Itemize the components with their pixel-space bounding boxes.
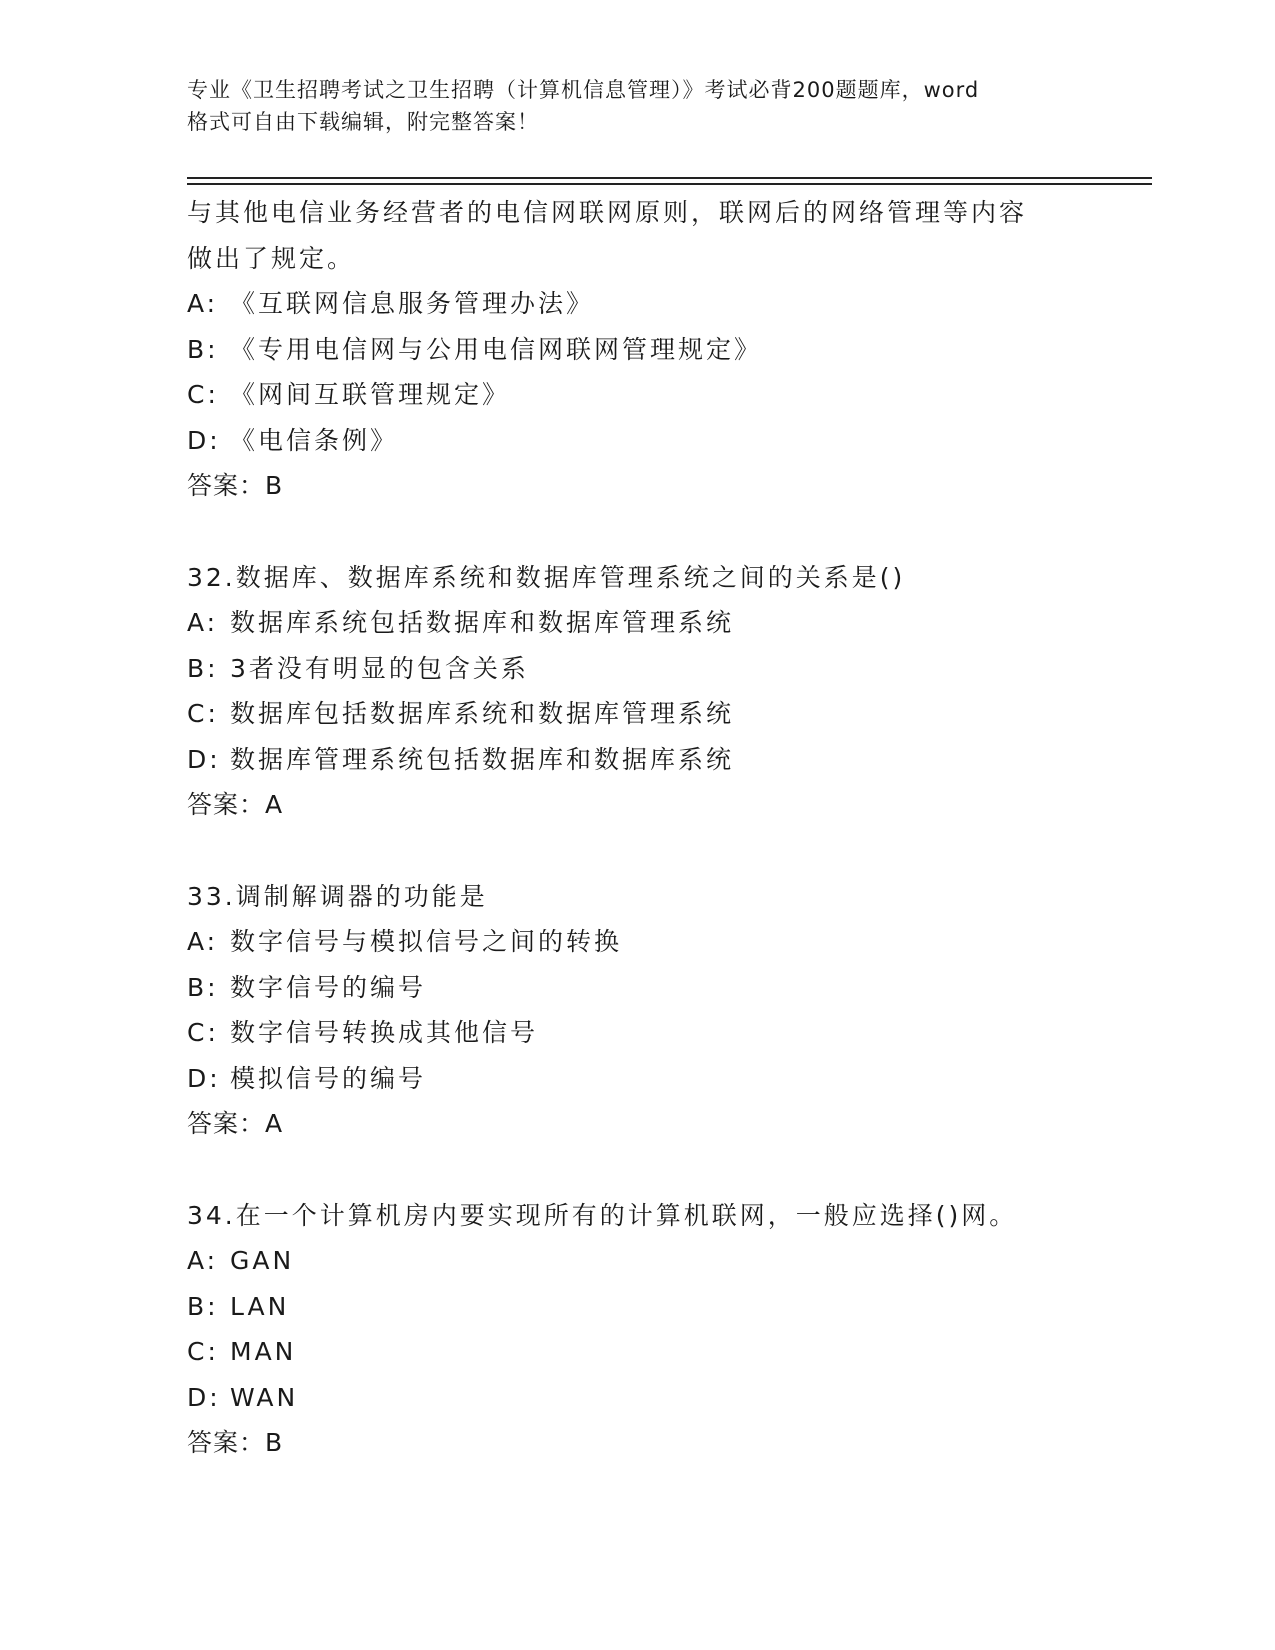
option-a — [187, 919, 1127, 965]
answer-label: 答案：B — [187, 471, 284, 500]
spacer — [187, 828, 1127, 874]
option-b — [187, 646, 1127, 692]
option-text: 数字信号的编号 — [230, 972, 427, 1002]
option-c — [187, 372, 1127, 418]
option-letter: C: — [187, 699, 219, 728]
option-c — [187, 691, 1127, 737]
spacer — [187, 1147, 1127, 1193]
option-text: WAN — [230, 1382, 299, 1412]
option-text: 3者没有明显的包含关系 — [230, 653, 529, 683]
option-letter: A: — [187, 1246, 219, 1275]
answer-label: 答案：B — [187, 1428, 284, 1457]
header-title-line-2: 格式可自由下载编辑，附完整答案！ — [187, 110, 539, 134]
option-c — [187, 1329, 1127, 1375]
document-header — [187, 74, 1107, 138]
option-text: 《专用电信网与公用电信网联网管理规定》 — [230, 334, 763, 364]
option-letter: D: — [187, 744, 221, 774]
option-letter: B: — [187, 972, 219, 1002]
option-letter: B: — [187, 1291, 219, 1321]
question-list — [187, 190, 1127, 1466]
question-text-continued-2: 做出了规定。 — [187, 243, 356, 273]
option-letter: D: — [187, 1063, 221, 1093]
option-d — [187, 737, 1127, 783]
option-text: MAN — [230, 1337, 297, 1366]
option-letter: C: — [187, 1337, 219, 1366]
question-text: 34.在一个计算机房内要实现所有的计算机联网，一般应选择()网。 — [187, 1200, 1018, 1230]
question-text-continued-1: 与其他电信业务经营者的电信网联网原则，联网后的网络管理等内容 — [187, 198, 1028, 227]
answer-label: 答案：A — [187, 790, 284, 819]
option-letter: C: — [187, 380, 219, 409]
option-text: GAN — [230, 1246, 295, 1275]
option-letter: A: — [187, 608, 219, 637]
header-title-line-1: 专业《卫生招聘考试之卫生招聘（计算机信息管理）》考试必背200题题库，word — [187, 78, 980, 102]
option-c — [187, 1010, 1127, 1056]
option-letter: A: — [187, 289, 219, 318]
option-text: 数字信号与模拟信号之间的转换 — [230, 927, 623, 956]
option-text: 《互联网信息服务管理办法》 — [230, 289, 595, 318]
option-letter: D: — [187, 1382, 221, 1412]
option-a — [187, 1238, 1127, 1284]
option-d — [187, 1056, 1127, 1102]
option-text: 《电信条例》 — [230, 425, 399, 455]
option-letter: C: — [187, 1018, 219, 1047]
question-block-33 — [187, 874, 1127, 1147]
option-text: 数据库系统包括数据库和数据库管理系统 — [230, 608, 735, 637]
question-text: 33.调制解调器的功能是 — [187, 881, 488, 911]
option-text: 模拟信号的编号 — [230, 1063, 427, 1093]
question-text: 32.数据库、数据库系统和数据库管理系统之间的关系是() — [187, 562, 906, 592]
option-letter: D: — [187, 425, 221, 455]
header-rule-bottom — [187, 183, 1152, 185]
question-block-continued — [187, 190, 1127, 509]
option-letter: B: — [187, 653, 219, 683]
option-b — [187, 327, 1127, 373]
option-text: 《网间互联管理规定》 — [230, 380, 511, 409]
option-text: 数据库包括数据库系统和数据库管理系统 — [230, 699, 735, 728]
option-b — [187, 1284, 1127, 1330]
option-letter: B: — [187, 334, 219, 364]
option-a — [187, 600, 1127, 646]
answer-label: 答案：A — [187, 1109, 284, 1138]
option-text: LAN — [230, 1291, 290, 1321]
option-b — [187, 965, 1127, 1011]
question-block-32 — [187, 555, 1127, 828]
option-d — [187, 418, 1127, 464]
option-letter: A: — [187, 927, 219, 956]
header-rule-top — [187, 177, 1152, 179]
option-text: 数据库管理系统包括数据库和数据库系统 — [230, 744, 735, 774]
option-text: 数字信号转换成其他信号 — [230, 1018, 539, 1047]
question-block-34 — [187, 1193, 1127, 1466]
spacer — [187, 509, 1127, 555]
option-a — [187, 281, 1127, 327]
option-d — [187, 1375, 1127, 1421]
